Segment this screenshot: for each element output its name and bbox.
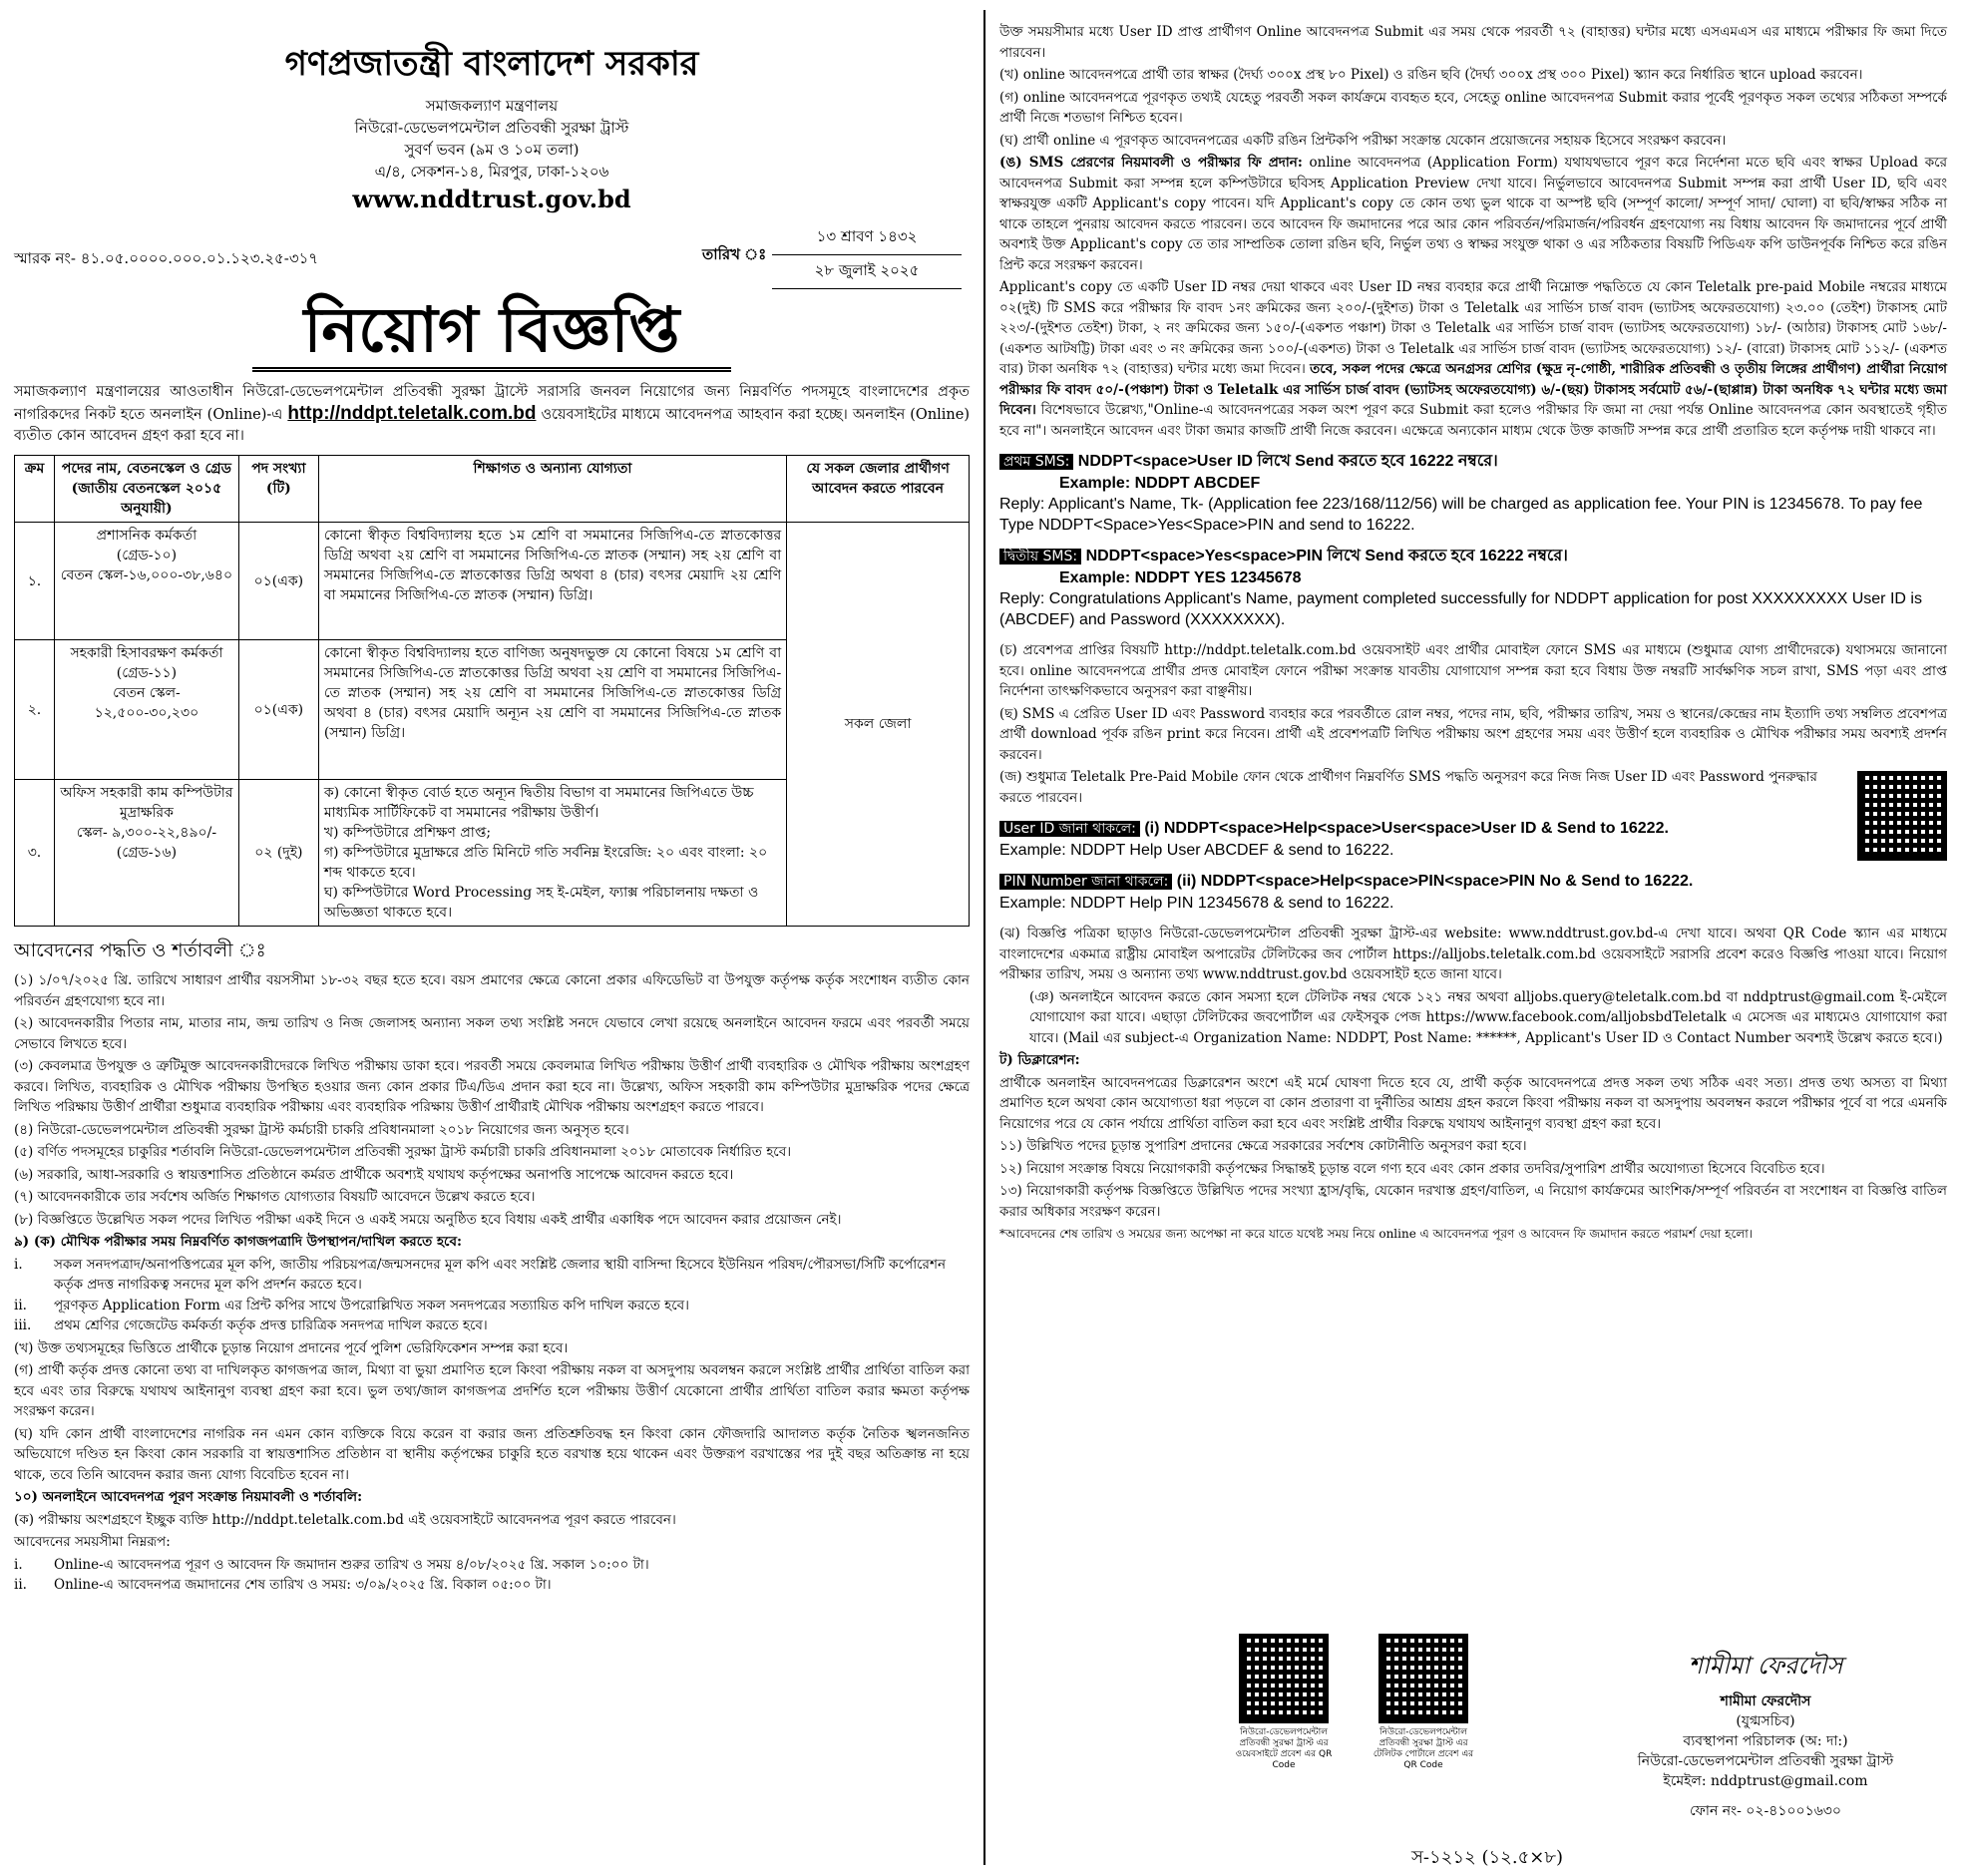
- post-cell: [54, 523, 238, 640]
- user-id-label: User ID জানা থাকলে:: [999, 821, 1140, 837]
- intro-paragraph: [14, 382, 970, 447]
- qualification: [318, 780, 786, 927]
- item-ga: (গ) প্রার্থী কর্তৃক প্রদত্ত কোনো তথ্য বা দাখিলকৃত কাগজপত্র জাল, মিথ্যা বা ভুয়া প্রমাণিত হলে কিংবা পরীক্ষায় নকল বা অসদুপায় অবলম্বন করলে সংশ্লিষ্ট প্রার্থীর প্রার্থিতা বাতিল করা হবে এবং তার বিরুদ্ধে যথাযথ আইনানুগ ব্যবস্থা গ্রহণ করা হবে। ভুল তথ্য/জাল কাগজপত্র প্রদর্শিত হলে পরীক্ষায় উত্তীর্ণ যেকোনো প্রার্থীর প্রার্থিতা বাতিল করার ক্ষমতা কর্তৃপক্ষ সংরক্ষণ করেন।: [14, 1362, 970, 1419]
- advisory-note: *আবেদনের শেষ তারিখ ও সময়ের জন্য অপেক্ষা না করে যাতে যথেষ্ট সময় নিয়ে online এ আবেদনপত্র পূরণ ও আবেদন ফি জমাদান করতে পরামর্শ দেয়া হলো।: [999, 1227, 1754, 1241]
- item-13: ১৩) নিয়োগকারী কর্তৃপক্ষ বিজ্ঞপ্তিতে উল্লিখিত পদের সংখ্যা হ্রাস/বৃদ্ধি, যেকোন দরখাস্ত গ্রহণ/বাতিল, এ নিয়োগ কার্যক্রমের আংশিক/সম্পূর্ণ পরিবর্তন বা সংশোধন বা বিজ্ঞপ্তি বাতিল করার অধিকার সংরক্ষণ করেন।: [999, 1183, 1947, 1220]
- qr-1: [1229, 1634, 1339, 1771]
- condition-item: (৪) নিউরো-ডেভেলপমেন্টাল প্রতিবন্ধী সুরক্ষা ট্রাস্ট কর্মচারী চাকরি প্রবিধানমালা ২০১৮ নিয়োগের জন্য অনুসৃত হবে।: [14, 1121, 629, 1138]
- eligible-districts: সকল জেলা: [787, 523, 970, 927]
- post-name: অফিস সহকারী কাম কম্পিউটার মুদ্রাক্ষরিক: [60, 785, 233, 821]
- sms-1-example: Example: NDDPT ABCDEF: [1059, 475, 1261, 492]
- item-cha: (চ) প্রবেশপত্র প্রাপ্তির বিষয়টি http://nddpt.teletalk.com.bd ওয়েবসাইট এবং প্রার্থীর মোবাইল ফোনে SMS এর মাধ্যমে (শুধুমাত্র যোগ্য প্রার্থীদেরকে) যথাসময়ে জানানো হবে। online আবেদনপত্রে প্রার্থীর প্রদত্ত মোবাইল ফোনে পরীক্ষা সংক্রান্ত যাবতীয় যোগাযোগ সম্পন্ন করা হবে বিধায় উক্ত নম্বরটি সার্বক্ষণিক সচল রাখা, SMS পড়া এবং প্রাপ্ত নির্দেশনা তাৎক্ষণিকভাবে অনুসরণ করা বাঞ্ছনীয়।: [999, 642, 1947, 699]
- pay-scale: বেতন স্কেল- ১২,৫০০-৩০,২৩০: [94, 685, 199, 721]
- trust-name: নিউরো-ডেভেলপমেন্টাল প্রতিবন্ধী সুরক্ষা ট্রাস্ট: [354, 119, 629, 137]
- sms-2-label: দ্বিতীয় SMS:: [999, 549, 1081, 564]
- pay-scale: বেতন স্কেল-১৬,০০০-৩৮,৬৪০: [60, 567, 233, 583]
- roman-key: ii.: [14, 1297, 27, 1313]
- intro-text-a: সমাজকল্যাণ মন্ত্রণালয়ের আওতাধীন নিউরো-ডেভেলপমেন্টাল প্রতিবন্ধী সুরক্ষা ট্রাস্টে সরাসরি জনবল নিয়োগের জন্য নিম্নবর্ণিত পদসমূহে বাংলাদেশের প্রকৃত নাগরিকদের নিকট হতে অনলাইন (Online)-এ: [14, 384, 970, 423]
- pay-scale: স্কেল- ৯,৩০০-২২,৪৯০/-: [76, 825, 217, 841]
- qr-1-caption: নিউরো-ডেভেলপমেন্টাল প্রতিবন্ধী সুরক্ষা ট্রাস্ট এর ওয়েবসাইটে প্রবেশ এর QR Code: [1235, 1727, 1333, 1770]
- sms-deadline-para: উক্ত সময়সীমার মধ্যে User ID প্রাপ্ত প্রার্থীগণ Online আবেদনপত্র Submit এর সময় থেকে পরবর্তী ৭২ (বাহাত্তর) ঘন্টার মধ্যে এসএমএস এর মাধ্যমে পরীক্ষার ফি জমা দিতে পারবেন।: [999, 24, 1947, 61]
- sms-1-format: NDDPT<space>User ID লিখে Send করতে হবে 16222 নম্বরে।: [1077, 453, 1498, 470]
- ministry-name: সমাজকল্যাণ মন্ত্রণালয়: [425, 97, 559, 115]
- roman-item: [14, 1315, 970, 1336]
- deadline-item: [14, 1555, 970, 1576]
- roman-key: i.: [14, 1256, 23, 1273]
- sms-2-block: [999, 546, 1947, 630]
- fee-note: বিশেষভাবে উল্লেখ্য,"Online-এ আবেদনপত্রের সকল অংশ পূরণ করে Submit করা হলেও পরীক্ষার ফি জমা না দেয়া পর্যন্ত Online আবেদনপত্র কোন অবস্থাতেই গৃহীত হবে না"। অনলাইনে আবেদন এবং টাকা জমার কাজটি প্রার্থী নিজে করবেন। এক্ষেত্রে অন্যকোন মাধ্যম থেকে উক্ত কাজটি সম্পন্ন করে প্রার্থী প্রতারিত হলে কর্তৃপক্ষ দায়ী থাকবে না।: [999, 402, 1948, 439]
- item-umo-sms: [999, 153, 1947, 275]
- item-ja: (জ) শুধুমাত্র Teletalk Pre-Paid Mobile ফোন থেকে প্রার্থীগণ নিম্নবর্ণিত SMS পদ্ধতি অনুসরণ করে নিজ নিজ User ID এবং Password পুনরুদ্ধার করতে পারবেন।: [999, 769, 1817, 806]
- post-count: ০১(এক): [238, 640, 318, 780]
- pin-example: Example: NDDPT Help PIN 12345678 & send to 16222.: [999, 895, 1394, 912]
- qr-code-icon: [1239, 1634, 1329, 1723]
- serial: ২.: [15, 640, 55, 780]
- address: এ/৪, সেকশন-১৪, মিরপুর, ঢাকা-১২০৬: [374, 163, 609, 181]
- publication-reference: স-১২১২ (১২.৫×৮): [1411, 1847, 1564, 1868]
- table-row: [15, 523, 970, 640]
- recovery-user-id: [999, 818, 1817, 861]
- memo-row: [14, 221, 970, 287]
- sms-1-block: [999, 451, 1947, 536]
- item-10-ka: (ক) পরীক্ষায় অংশগ্রহণে ইচ্ছুক ব্যক্তি http://nddpt.teletalk.com.bd এই ওয়েবসাইটে আবেদনপত্র পূরণ করতে পারবেন।: [14, 1511, 676, 1528]
- condition-item: (৩) কেবলমাত্র উপযুক্ত ও ত্রুটিমুক্ত আবেদনকারীদেরকে লিখিত পরীক্ষায় ডাকা হবে। পরবর্তী সময়ে কেবলমাত্র লিখিত পরীক্ষায় উত্তীর্ণ প্রার্থী ব্যবহারিক ও মৌখিক পরীক্ষায় অংশগ্রহণ করবে। লিখিত, ব্যবহারিক ও মৌখিক পরীক্ষায় উপস্থিত হওয়ার জন্য কোন প্রকার টিএ/ডিএ প্রদান করা হবে না। উল্লেখ্য, অফিস সহকারী কাম কম্পিউটার মুদ্রাক্ষরিক পদের ক্ষেত্রে লিখিত পরিক্ষায় উত্তীর্ণ প্রার্থীরা শুধুমাত্র ব্যবহারিক পরীক্ষায় এবং ব্যবহারিক পরিক্ষায় উত্তীর্ণ প্রার্থীরাই মৌখিক পরীক্ষায় অংশগ্রহণ করতে পারবে।: [14, 1058, 970, 1115]
- deadline-text: Online-এ আবেদনপত্র পূরণ ও আবেদন ফি জমাদান শুরুর তারিখ ও সময় ৪/০৮/২০২৫ খ্রি. সকাল ১০:০০ টা।: [54, 1556, 649, 1573]
- roman-item: [14, 1255, 970, 1296]
- signatory-email[interactable]: ইমেইল: nddptrust@gmail.com: [1663, 1773, 1868, 1789]
- item-jha: (ঝ) বিজ্ঞপ্তি পত্রিকা ছাড়াও নিউরো-ডেভেলপমেন্টাল প্রতিবন্ধী সুরক্ষা ট্রাস্ট-এর website: www.nddtrust.gov.bd-এ দেখা যাবে। অথবা QR Code স্ক্যান এর মাধ্যমে বাংলাদেশের একমাত্র রাষ্ট্রীয় মোবাইল অপারেটর টেলিটকের জব পোর্টাল https://alljobs.teletalk.com.bd ওয়েবসাইটে সরাসরি প্রবেশ করেও বিজ্ঞপ্তি পাওয়া যাবে। নিয়োগ পরীক্ষার তারিখ, সময় ও অন্যান্য তথ্য www.nddtrust.gov.bd ওয়েবসাইট হতে জানা যাবে।: [999, 926, 1947, 982]
- declaration-title: ট) ডিক্লারেশন:: [999, 1052, 1080, 1068]
- qr-2-caption: নিউরো-ডেভেলপমেন্টাল প্রতিবন্ধী সুরক্ষা ট্রাস্ট এর টেলিটক পোর্টালে প্রবেশ এর QR Code: [1373, 1727, 1474, 1770]
- qr-2: [1369, 1634, 1478, 1771]
- post-count: ০১(এক): [238, 523, 318, 640]
- roman-text: প্রথম শ্রেণির গেজেটেড কর্মকর্তা কর্তৃক প্রদত্ত চারিত্রিক সনদপত্র দাখিল করতে হবে।: [54, 1317, 488, 1333]
- post-cell: [54, 780, 238, 927]
- fee-concession: তবে, সকল পদের ক্ষেত্রে অনগ্রসর শ্রেণির (ক্ষুদ্র নৃ-গোষ্ঠী, শারীরিক প্রতিবন্ধী ও তৃতীয় লিঙ্গের প্রার্থীগণ) প্রার্থীরা নিয়োগ পরীক্ষার ফি বাবদ ৫০/-(পঞ্চাশ) টাকা ও Teletalk এর সার্ভিস চার্জ বাবদ (ভ্যাটসহ অফেরতযোগ্য) ৬/-(ছয়) টাকাসহ সর্বমোট ৫৬/-(ছাপ্পান্ন) টাকা অনধিক ৭২ ঘন্টার মধ্যে জমা দিবেন।: [999, 361, 1947, 418]
- item-12: ১২) নিয়োগ সংক্রান্ত বিষয়ে নিয়োগকারী কর্তৃপক্ষের সিদ্ধান্তই চূড়ান্ত বলে গণ্য হবে এবং কোন প্রকার তদবির/সুপারিশ প্রার্থীর অযোগ্যতা হিসেবে বিবেচিত হবে।: [999, 1160, 1825, 1177]
- post-count: ০২ (দুই): [238, 780, 318, 927]
- recovery-block: [999, 767, 1947, 914]
- item-11: ১১) উল্লিখিত পদের চূড়ান্ত সুপারিশ প্রদানের ক্ষেত্রে সরকারের সর্বশেষ কোটানীতি অনুসরণ করা হবে।: [999, 1138, 1527, 1154]
- condition-item: (৬) সরকারি, আধা-সরকারি ও স্বায়ত্তশাসিত প্রতিষ্ঠানে কর্মরত প্রার্থীকে অবশ্যই যথাযথ কর্তৃপক্ষের অনাপত্তি সাপেক্ষে আবেদন করতে হবে।: [14, 1166, 734, 1183]
- pin-format: (ii) NDDPT<space>Help<space>PIN<space>PIN No & Send to 16222.: [1176, 873, 1694, 890]
- qr-code-icon: [1378, 1634, 1468, 1723]
- post-cell: [54, 640, 238, 780]
- post-grade: (গ্রেড-১১): [116, 665, 178, 681]
- sms-1-reply: Reply: Applicant's Name, Tk- (Application fee 223/168/112/56) will be charged as application fee. Your PIN is 12345678. To pay fee Type NDDPT<Space>Yes<Space>PIN and send to 16222.: [999, 496, 1923, 534]
- item-gha-print: (ঘ) প্রার্থী online এ পূরণকৃত আবেদনপত্রের একটি রঙিন প্রিন্টকপি পরীক্ষা সংক্রান্ত যেকোন প্রয়োজনের সহায়ক হিসেবে সংরক্ষণ করবেন।: [999, 132, 1727, 149]
- header-count: পদ সংখ্যা (টি): [238, 456, 318, 523]
- sms-1-label: প্রথম SMS:: [999, 454, 1073, 470]
- date-english: ২৮ জুলাই ২০২৫: [772, 255, 962, 289]
- item-chha: (ছ) SMS এ প্রেরিত User ID এবং Password ব্যবহার করে পরবর্তীতে রোল নম্বর, পদের নাম, ছবি, পরীক্ষার তারিখ, সময় ও স্থানের/কেন্দ্রের নাম ইত্যাদি তথ্য সম্বলিত প্রবেশপত্র প্রার্থী download পূর্বক রঙিন print করে নিবেন। প্রার্থী এই প্রবেশপত্রটি লিখিত পরীক্ষায় অংশ গ্রহণের সময় এবং উত্তীর্ণ হলে ব্যবহারিক ও মৌখিক পরীক্ষার সময় অবশ্যই প্রদর্শন করবেন।: [999, 705, 1947, 763]
- website: www.nddtrust.gov.bd: [352, 185, 631, 213]
- qualification-a: ক) কোনো স্বীকৃত বোর্ড হতে অন্যূন দ্বিতীয় বিভাগ বা সমমানের জিপিএতে উচ্চ মাধ্যমিক সার্টিফিকেট বা সমমানের পরীক্ষায় উত্তীর্ণ।: [323, 785, 754, 821]
- pin-label: PIN Number জানা থাকলে:: [999, 874, 1172, 890]
- fee-paragraph: [999, 277, 1947, 441]
- condition-item: (৭) আবেদনকারীকে তার সর্বশেষ অর্জিত শিক্ষাগত যোগ্যতার বিষয়টি আবেদনে উল্লেখ করতে হবে।: [14, 1189, 536, 1205]
- government-title: গণপ্রজাতন্ত্রী বাংলাদেশ সরকার: [284, 44, 699, 84]
- header-post: পদের নাম, বেতনস্কেল ও গ্রেড (জাতীয় বেতনস্কেল ২০১৫ অনুযায়ী): [54, 456, 238, 523]
- qualification: কোনো স্বীকৃত বিশ্ববিদ্যালয় হতে বাণিজ্য অনুষদভুক্ত যে কোনো বিষয়ে ১ম শ্রেণি বা সমমানের সিজিপিএ-তে স্নাতকোত্তর ডিগ্রি অথবা ২য় শ্রেণি বা সমমানের সিজিপিএ-তে স্নাতক (সম্মান) সহ ২য় শ্রেণি বা সমমানের সিজিপিএ-তে স্নাতকোত্তর ডিগ্রি অথবা ৪ (চার) বৎসর মেয়াদি অন্যূন ২য় শ্রেণি বা সমমানের সিজিপিএ-তে স্নাতক (সম্মান) ডিগ্রি।: [318, 640, 786, 780]
- left-column: [14, 20, 970, 1596]
- table-header-row: [15, 456, 970, 523]
- sms-rules-text: online আবেদনপত্র (Application Form) যথাযথভাবে পূরণ করে নির্দেশনা মতে ছবি এবং স্বাক্ষর Upload করে আবেদনপত্র Submit করা সম্পন্ন হলে কম্পিউটারে ছবিসহ Application Preview দেখা যাবে। নির্ভুলভাবে আবেদনপত্র Submit সম্পন্ন করা প্রার্থী User ID, ছবি এবং স্বাক্ষরযুক্ত একটি Applicant's copy পাবেন। যদি Applicant's copy তে কোন তথ্য ভুল থাকে বা অস্পষ্ট ছবি (সম্পূর্ণ কালো/ সম্পূর্ণ সাদা/ ঘোলা) বা ছবি/স্বাক্ষর সঠিক না থাকে তাহলে পুনরায় আবেদন করতে পারবেন। তবে আবেদন ফি জমাদানের পরে আর কোন পরিবর্তন/পরিমার্জন/পরিবর্ধন গ্রহণযোগ্য নয় বিধায় আবেদন ফি জমাদানের পূর্বে প্রার্থী অবশ্যই উক্ত Applicant's copy তে তার সাম্প্রতিক তোলা রঙিন ছবি, নির্ভুল তথ্য ও স্বাক্ষর সংযুক্ত থাকা ও এর সঠিকতার বিষয়টি পিডিএফ কপি ডাউনপূর্বক নিশ্চিত করে রঙিন প্রিন্ট করে সংরক্ষণ করবেন।: [999, 155, 1948, 273]
- deadline-item: [14, 1575, 970, 1596]
- roman-text: সকল সনদপত্রাদ/অনাপত্তিপত্রের মূল কপি, জাতীয় পরিচয়পত্র/জন্মসনদের মূল কপি এবং সংশ্লিষ্ট জেলার স্থায়ী বাসিন্দা হিসেবে ইউনিয়ন পরিষদ/পৌরসভা/সিটি কর্পোরেশন কর্তৃক প্রদত্ত নাগরিকত্ব সনদের মূল কপি প্রদর্শন করতে হবে।: [54, 1256, 946, 1293]
- date-label: তারিখ ঃ: [702, 245, 767, 263]
- item-gha: (ঘ) যদি কোন প্রার্থী বাংলাদেশের নাগরিক নন এমন কোন ব্যক্তিকে বিয়ে করেন বা করার জন্য প্রতিশ্রুতিবদ্ধ হন কিংবা কোন ফৌজদারি আদালত কর্তৃক নৈতিক স্খলনজনিত অভিযোগে দণ্ডিত হন কিংবা কোন সরকারি বা স্বায়ত্তশাসিত প্রতিষ্ঠান বা স্থানীয় কর্তৃপক্ষের চাকুরি হতে বরখাস্ত হয়ে থাকেন এবং উক্তরূপ বরখাস্তের পর দুই বছর অতিক্রান্ত না হয়ে থাকে, তবে তিনি আবেদন করার জন্য যোগ্য বিবেচিত হবেন না।: [14, 1425, 970, 1483]
- item-kha-upload: (খ) online আবেদনপত্রে প্রার্থী তার স্বাক্ষর (দৈর্ঘ্য ৩০০x প্রস্থ ৮০ Pixel) ও রঙিন ছবি (দৈর্ঘ্য ৩০০x প্রস্থ ৩০০ Pixel) স্ক্যান করে নির্ধারিত স্থানে upload করবেন।: [999, 67, 1863, 83]
- item-10-title: ১০) অনলাইনে আবেদনপত্র পূরণ সংক্রান্ত নিয়মাবলী ও শর্তাবলি:: [14, 1489, 363, 1505]
- fee-text: Applicant's copy তে একটি User ID নম্বর দেয়া থাকবে এবং User ID নম্বর ব্যবহার করে প্রার্থী নিম্নোক্ত পদ্ধতিতে যে কোন Teletalk pre-paid Mobile নম্বরের মাধ্যমে ০২(দুই) টি SMS করে পরীক্ষার ফি বাবদ ১নং ক্রমিকের জন্য ২০০/-(দুইশত) টাকা ও Teletalk এর সার্ভিস চার্জ বাবদ (ভ্যাটসহ অফেরতযোগ্য) ২৩.০০ (তেইশ) টাকাসহ মোট ২২৩/-(দুইশত তেইশ) টাকা, ২ নং ক্রমিকের জন্য ১৫০/-(একশত পঞ্চাশ) টাকা ও Teletalk এর সার্ভিস চার্জ বাবদ (ভ্যাটসহ অফেরতযোগ্য) ১৮/- (আঠার) টাকাসহ মোট ১৬৮/-(একশত আটষট্টি) টাকা এবং ৩ নং ক্রমিকের জন্য ১০০/-(একশত) টাকা ও Teletalk এর সার্ভিস চার্জ বাবদ (ভ্যাটসহ অফেরতযোগ্য) ১২/- (বারো) টাকাসহ মোট ১১২/- (একশত বার) টাকা অনধিক ৭২ (বাহাত্তর) ঘন্টার মধ্যে জমা দিবেন।: [999, 279, 1947, 377]
- header-districts: যে সকল জেলার প্রার্থীগণ আবেদন করতে পারবেন: [787, 456, 970, 523]
- jobs-table: [14, 455, 970, 927]
- signature-block: [1596, 1652, 1935, 1821]
- condition-item: (৫) বর্ণিত পদসমূহের চাকুরির শর্তাবলি নিউরো-ডেভেলপমেন্টাল প্রতিবন্ধী সুরক্ষা ট্রাস্ট কর্মচারী চাকরি প্রবিধানমালা ২০১৮ মোতাবেক নির্ধারিত হবে।: [14, 1144, 792, 1160]
- roman-text: পূরণকৃত Application Form এর প্রিন্ট কপির সাথে উপরোল্লিখিত সকল সনদপত্রের সত্যায়িত কপি দাখিল করতে হবে।: [54, 1297, 689, 1313]
- deadline-title: আবেদনের সময়সীমা নিম্নরূপ:: [14, 1534, 171, 1550]
- sms-2-example: Example: NDDPT YES 12345678: [1059, 569, 1302, 586]
- column-divider: [983, 10, 985, 1865]
- letterhead: [14, 38, 970, 213]
- serial: ৩.: [15, 780, 55, 927]
- date-bangla: ১৩ শ্রাবণ ১৪৩২: [772, 221, 962, 255]
- header-qualification: শিক্ষাগত ও অন্যান্য যোগ্যতা: [318, 456, 786, 523]
- item-ga-accuracy: (গ) online আবেদনপত্রে পূরণকৃত তথ্যই যেহেতু পরবর্তী সকল কার্যক্রমে ব্যবহৃত হবে, সেহেতু online আবেদনপত্র Submit করার পূর্বেই পূরণকৃত সকল তথ্যের সঠিকতা সম্পর্কে প্রার্থী নিজে শতভাগ নিশ্চিত হবেন।: [999, 89, 1947, 126]
- header-serial: ক্রম: [15, 456, 55, 523]
- deadline-text: Online-এ আবেদনপত্র জমাদানের শেষ তারিখ ও সময়: ৩/০৯/২০২৫ খ্রি. বিকাল ০৫:০০ টা।: [54, 1577, 552, 1593]
- qualification: কোনো স্বীকৃত বিশ্ববিদ্যালয় হতে ১ম শ্রেণি বা সমমানের সিজিপিএ-তে স্নাতকোত্তর ডিগ্রি অথবা ২য় শ্রেণি বা সমমানের সিজিপিএ-তে স্নাতক (সম্মান) সহ ২য় শ্রেণি বা সমমানের সিজিপিএ-তে স্নাতকোত্তর ডিগ্রি অথবা ৪ (চার) বৎসর মেয়াদি ২য় শ্রেণি বা সমমানের সিজিপিএ-তে স্নাতক (সম্মান) ডিগ্রি।: [318, 523, 786, 640]
- conditions-list: [14, 970, 970, 1596]
- post-name: সহকারী হিসাবরক্ষণ কর্মকর্তা: [70, 645, 223, 661]
- post-grade: (গ্রেড-১০): [116, 548, 178, 563]
- qr-codes: [1229, 1634, 1478, 1771]
- notice-title: নিয়োগ বিজ্ঞপ্তি: [252, 293, 731, 372]
- condition-item: (১) ১/০৭/২০২৫ খ্রি. তারিখে সাধারণ প্রার্থীর বয়সসীমা ১৮-৩২ বছর হতে হবে। বয়স প্রমাণের ক্ষেত্রে কোনো প্রকার এফিডেভিট বা উপযুক্ত কর্তৃপক্ষ কর্তৃক সংশোধন ব্যতীত কোন পরিবর্তন গ্রহণযোগ্য হবে না।: [14, 972, 970, 1009]
- sms-2-reply: Reply: Congratulations Applicant's Name, payment completed successfully for NDDPT application for post XXXXXXXXX User ID is (ABCDEF) and Password (XXXXXXXX).: [999, 590, 1922, 628]
- user-id-example: Example: NDDPT Help User ABCDEF & send to 16222.: [999, 842, 1394, 859]
- qualification-c: গ) কম্পিউটারে মুদ্রাক্ষরে প্রতি মিনিটে গতি সর্বনিম্ন ইংরেজি: ২০ এবং বাংলা: ২০ শব্দ থাকতে হবে।: [323, 845, 768, 881]
- signatory-org: নিউরো-ডেভেলপমেন্টাল প্রতিবন্ধী সুরক্ষা ট্রাস্ট: [1637, 1753, 1894, 1769]
- user-id-format: (i) NDDPT<space>Help<space>User<space>User ID & Send to 16222.: [1144, 820, 1669, 837]
- date-box: [772, 221, 962, 289]
- sms-rules-title: (ঙ) SMS প্রেরণের নিয়মাবলী ও পরীক্ষার ফি প্রদান:: [999, 155, 1303, 171]
- conditions-title: আবেদনের পদ্ধতি ও শর্তাবলী ঃ: [14, 939, 266, 961]
- signatory-phone: ফোন নং- ০২-৪১০০১৬৩০: [1689, 1803, 1842, 1819]
- condition-item: (২) আবেদনকারীর পিতার নাম, মাতার নাম, জন্ম তারিখ ও নিজ জেলাসহ অন্যান্য সকল তথ্য সংশ্লিষ্ট সনদে যেভাবে লেখা রয়েছে অনলাইনে আবেদন ফরমে এবং পরবর্তী সময়ে সেভাবে লিখতে হবে।: [14, 1015, 970, 1052]
- serial: ১.: [15, 523, 55, 640]
- roman-key: iii.: [14, 1317, 32, 1333]
- post-name: প্রশাসনিক কর্মকর্তা: [96, 528, 197, 544]
- apply-link[interactable]: http://nddpt.teletalk.com.bd: [287, 403, 537, 424]
- item-kha: (খ) উক্ত তথ্যসমূহের ভিত্তিতে প্রার্থীকে চূড়ান্ত নিয়োগ প্রদানের পূর্বে পুলিশ ভেরিফিকেশন সম্পন্ন করা হবে।: [14, 1339, 569, 1356]
- deadline-key: i.: [14, 1556, 23, 1573]
- qualification-b: খ) কম্পিউটারে প্রশিক্ষণ প্রাপ্ত;: [323, 825, 492, 841]
- post-grade: (গ্রেড-১৬): [116, 845, 178, 861]
- qualification-d: ঘ) কম্পিউটারে Word Processing সহ ই-মেইল, ফ্যাক্স পরিচালনায় দক্ষতা ও অভিজ্ঞতা থাকতে হবে।: [323, 885, 759, 921]
- signatory-rank: (যুগ্মসচিব): [1736, 1713, 1795, 1729]
- roman-item: [14, 1296, 970, 1316]
- item-9-title: ৯) (ক) মৌখিক পরীক্ষার সময় নিম্নবর্ণিত কাগজপত্রাদি উপস্থাপন/দাখিল করতে হবে:: [14, 1234, 462, 1250]
- signatory-title: ব্যবস্থাপনা পরিচালক (অ: দা:): [1683, 1733, 1848, 1749]
- qr-code-icon: [1857, 771, 1947, 861]
- deadline-key: ii.: [14, 1577, 27, 1593]
- sms-2-format: NDDPT<space>Yes<space>PIN লিখে Send করতে হবে 16222 নম্বরে।: [1085, 548, 1568, 564]
- signature: শামীমা ফেরদৌস: [1688, 1652, 1843, 1680]
- memo-number: স্মারক নং- ৪১.০৫.০০০০.০০০.০১.১২৩.২৫-৩১৭: [14, 249, 319, 267]
- intro-text-b: ওয়েবসাইটের মাধ্যমে আবেদনপত্র আহবান করা হচ্ছে। অনলাইন (Online) ব্যতীত কোন আবেদন গ্রহণ করা হবে না।: [14, 407, 971, 444]
- condition-item: (৮) বিজ্ঞপ্তিতে উল্লেখিত সকল পদের লিখিত পরীক্ষা একই দিনে ও একই সময়ে অনুষ্ঠিত হবে বিধায় একই প্রার্থীর একাধিক পদে আবেদন করার প্রয়োজন নেই।: [14, 1211, 842, 1228]
- signatory-name: শামীমা ফেরদৌস: [1720, 1693, 1811, 1709]
- item-nya: (ঞ) অনলাইনে আবেদন করতে কোন সমস্যা হলে টেলিটক নম্বর থেকে ১২১ নম্বর অথবা alljobs.query@teletalk.com.bd বা nddptrust@gmail.com ই-মেইলে যোগাযোগ করা যাবে। এছাড়া টেলিটকের জবপোর্টাল এর ফেইসবুক পেজ https://www.facebook.com/alljobsbdTeletalk এ মেসেজ এর মাধ্যমেও যোগাযোগ করা যাবে। (Mail এর subject-এ Organization Name: NDDPT, Post Name: ******, Applicant's User ID ও Contact Number অবশ্যই উল্লেখ করতে হবে।): [1029, 988, 1947, 1046]
- declaration-text: প্রার্থীকে অনলাইন আবেদনপত্রের ডিক্লারেশন অংশে এই মর্মে ঘোষণা দিতে হবে যে, প্রার্থী কর্তৃক আবেদনপত্রে প্রদত্ত সকল তথ্য সঠিক এবং সত্য। প্রদত্ত তথ্য অসত্য বা মিথ্যা প্রমাণিত হলে অথবা কোন অযোগ্যতা ধরা পড়লে বা কোন প্রতারণা বা দুর্নীতির আশ্রয় গ্রহন করলে কিংবা পরীক্ষায় নকল বা অসদুপায় অবলম্বন করলে পরীক্ষার পূর্বে বা পরে এমনকি নিয়োগের পরে যে কোন পর্যায়ে প্রার্থিতা বাতিল করা হবে এবং সংশ্লিষ্ট প্রার্থীর বিরুদ্ধে যথাযথ আইনানুগ ব্যবস্থা গ্রহণ করা হবে।: [999, 1074, 1947, 1132]
- building-name: সুবর্ণ ভবন (৯ম ও ১০ম তলা): [404, 141, 580, 159]
- recovery-pin: [999, 871, 1817, 914]
